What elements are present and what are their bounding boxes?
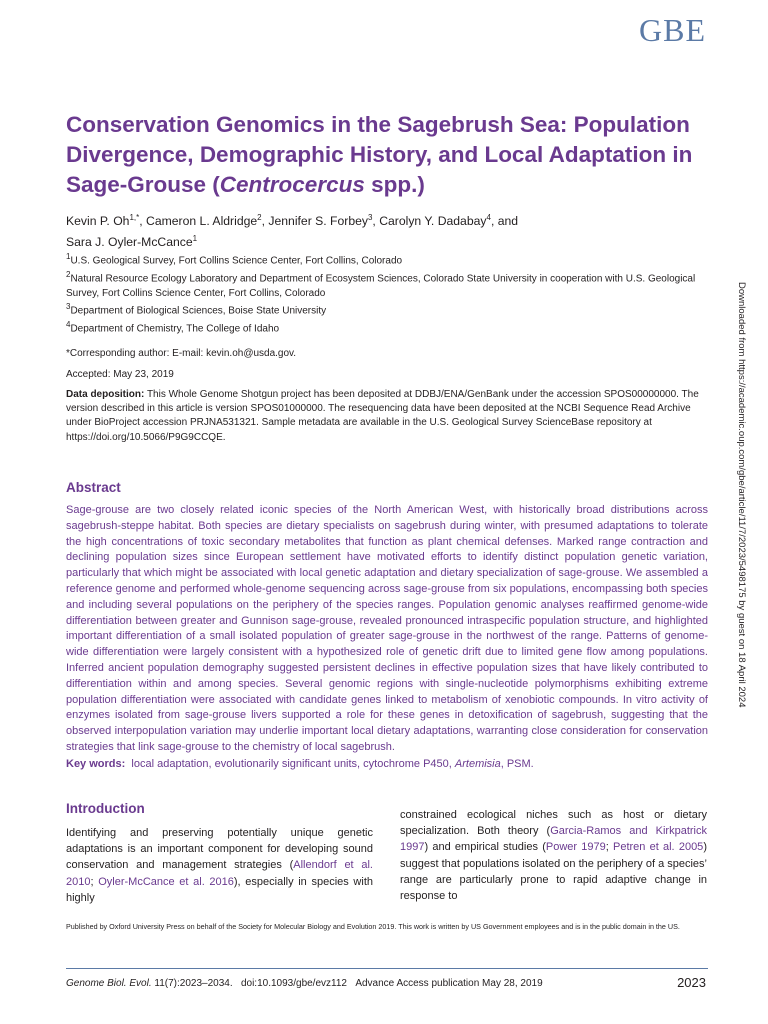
citation-link[interactable]: Power 1979 (545, 841, 606, 854)
citation-link[interactable]: Oyler-McCance et al. 2016 (98, 875, 234, 888)
data-deposition: Data deposition: This Whole Genome Shotgun project has been deposited at DDBJ/ENA/GenBank under the accession SPOS00000000. The version described in this article is version SPOS01000000. The resequencing data have been deposited at the NCBI Sequence Read Archive under BioProject accession PRJNA531321. Sample metadata are available in the U.S. Geological Survey ScienceBase repository at https://doi.org/10.5066/P9G9CCQE. (66, 389, 699, 443)
footer-divider (66, 968, 708, 969)
author-affiliation-marker: 2 (257, 213, 262, 222)
author-list: Kevin P. $Oh^{1,*}$, Cameron L. Aldridge$^2$, Jennifer S. Forbey$^3$, Carolyn Y. Dadabay$^4$, and Sara J. Oyler-McCance$^1$ (66, 213, 519, 250)
author-affiliation-marker: 1 (192, 234, 198, 244)
abstract-heading: Abstract (66, 480, 121, 495)
article-title: Conservation Genomics in the Sagebrush Sea: Population Divergence, Demographic History, and Local Adaptation in Sage-Grouse (Centrocercus spp.) (66, 112, 693, 197)
author-affiliation-marker: 1,* (129, 213, 140, 222)
affiliation-4: $^4$Department of Chemistry, The College of Idaho (66, 320, 280, 335)
author-affiliation-marker: 3 (367, 213, 373, 222)
introduction-heading: Introduction (66, 801, 145, 816)
author-name: Jennifer S. Forbey (268, 214, 368, 229)
page-number: 2023 (677, 975, 706, 990)
intro-left-column: Identifying and preserving potentially unique genetic adaptations is an important component for developing sound conservation and management strategies (Allendorf et al. 2010; Oyler-McCance et al. 2016), especially in species with highly (66, 827, 373, 904)
affiliation-2: $^2$Natural Resource Ecology Laboratory and Department of Ecosystem Sciences, Colorado State University in cooperation with U.S. Geological Survey, Fort Collins Science Center, Fort Collins, Colorado (66, 270, 696, 299)
citation-link[interactable]: Garcia-Ramos and Kirkpatrick 1997 (400, 825, 707, 854)
keywords: Key words: local adaptation, evolutionarily significant units, cytochrome P450, Artemisia, PSM. (66, 758, 534, 770)
abstract-body: Sage-grouse are two closely related iconic species of the North American West, with historically broad distributions across sagebrush-steppe habitat. Both species are dietary specialists on sagebrush during winter, with presumed adaptations to tolerate the high concentrations of toxic secondary metabolites that function as plant chemical defenses. Marked range contraction and declining population sizes since European settlement have motivated efforts to identify distinct population genetic variation, particularly that which might be associated with local genetic adaptation and dietary specialization of sage-grouse. We assembled a reference genome and performed whole-genome sequencing across sage-grouse from six populations, encompassing both species and including several populations on the periphery of the species ranges. Population genomic analyses reaffirmed genome-wide differentiation between greater and Gunnison sage-grouse, revealed pronounced intraspecific population structure, and highlighted important differentiation of a small isolated population of greater sage-grouse in the northwest of the range. Patterns of genome-wide differentiation were largely consistent with a hypothesized role of genetic drift due to limited gene flow among populations. Inferred ancient population demography suggested persistent declines in effective population sizes that have likely contributed to differentiation within and among species. Several genomic regions with single-nucleotide polymorphisms exhibiting extreme population differentiation were associated with candidate genes linked to metabolism of xenobiotic compounds. In vitro activity of enzymes isolated from sage-grouse livers supported a role for these genes in detoxification of sagebrush, suggesting that the observed interpopulation variation may underlie important local dietary adaptations, warranting close consideration for conservation strategies that link sage-grouse to the chemistry of local sagebrush. (66, 504, 708, 753)
corresponding-author: *Corresponding author: E-mail: kevin.oh@usda.gov. (66, 348, 297, 359)
author-name: Kevin P. Oh (66, 214, 130, 229)
intro-right-column: constrained ecological niches such as host or dietary specialization. Both theory (Garcia-Ramos and Kirkpatrick 1997) and empirical studies (Power 1979; Petren et al. 2005) suggest that populations isolated on the periphery of a species’ range are particularly prone to rapid adaptive change in response to (400, 809, 707, 903)
author-name: Sara J. Oyler-McCance (66, 235, 193, 250)
download-watermark: Downloaded from https://academic.oup.com/gbe/article/11/7/2023/5498175 by guest on 18 April 2024 (736, 282, 747, 708)
author-name: Carolyn Y. Dadabay (379, 214, 487, 229)
affiliation-3: $^3$Department of Biological Sciences, Boise State University (66, 302, 327, 317)
journal-logo: GBE (639, 12, 706, 48)
author-affiliation-marker: 4 (486, 213, 491, 222)
author-name: Cameron L. Aldridge (146, 214, 258, 229)
accepted-date: Accepted: May 23, 2019 (66, 369, 174, 380)
citation-link[interactable]: Allendorf et al. 2010 (66, 859, 373, 888)
affiliation-1: $^1$U.S. Geological Survey, Fort Collins Science Center, Fort Collins, Colorado (66, 252, 403, 267)
copyright-footnote: Published by Oxford University Press on behalf of the Society for Molecular Biology and Evolution 2019. This work is written by US Government employees and is in the public domain in the US. (66, 922, 680, 931)
citation-link[interactable]: Petren et al. 2005 (613, 841, 704, 854)
citation-footer: Genome Biol. Evol. 11(7):2023–2034. doi:10.1093/gbe/evz112 Advance Access publication May 28, 2019 (66, 978, 543, 989)
